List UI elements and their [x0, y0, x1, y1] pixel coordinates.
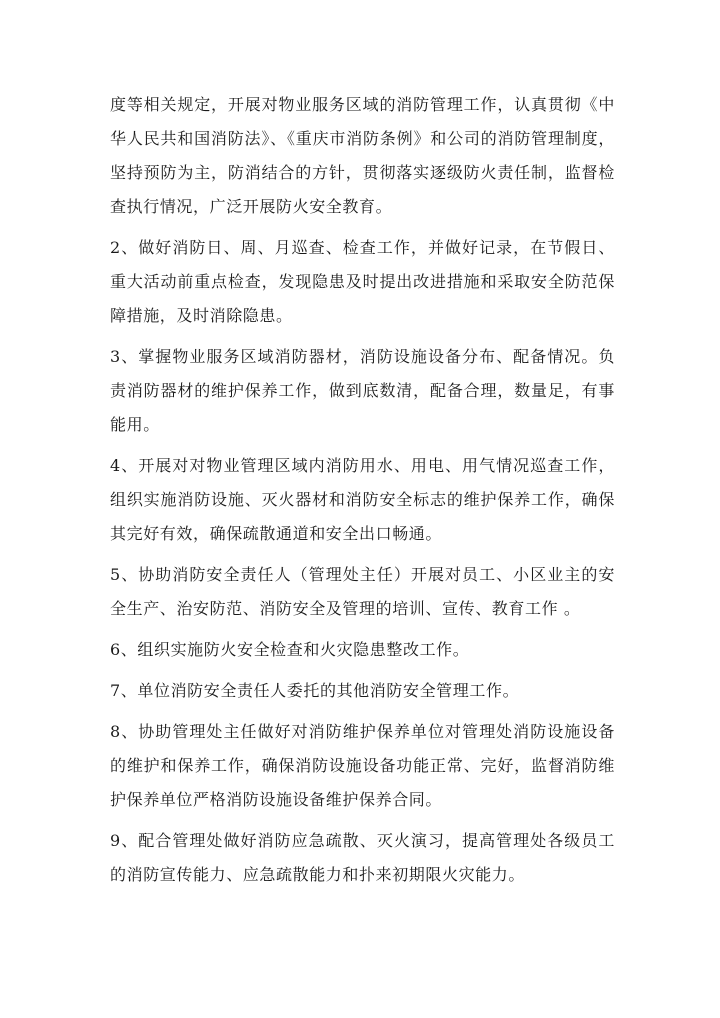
paragraph-item-9: 9、配合管理处做好消防应急疏散、灭火演习，提高管理处各级员工的消防宣传能力、应急疏散能力和扑来初期限火灾能力。 [110, 831, 615, 884]
paragraph-item-3: 3、掌握物业服务区域消防器材，消防设施设备分布、配备情况。负责消防器材的维护保养工作，做到底数清，配备合理，数量足，有事能用。 [110, 347, 615, 434]
paragraph-item-7: 7、单位消防安全责任人委托的其他消防安全管理工作。 [110, 681, 520, 700]
paragraph-item-6: 6、组织实施防火安全检查和火灾隐患整改工作。 [110, 640, 470, 659]
paragraph-intro: 度等相关规定，开展对物业服务区域的消防管理工作，认真贯彻《中华人民共和国消防法》、《重庆市消防条例》和公司的消防管理制度，坚持预防为主，防消结合的方针，贯彻落实逐级防火责任制，监督检查执行情况，广泛开展防火安全教育。 [110, 95, 615, 216]
paragraph-item-2: 2、做好消防日、周、月巡查、检查工作，并做好记录，在节假日、重大活动前重点检查，发现隐患及时提出改进措施和采取安全防范保障措施，及时消除隐患。 [110, 238, 615, 325]
paragraph-item-4: 4、开展对对物业管理区域内消防用水、用电、用气情况巡查工作，组织实施消防设施、灭火器材和消防安全标志的维护保养工作，确保其完好有效，确保疏散通道和安全出口畅通。 [110, 456, 615, 543]
document-body [110, 88, 615, 899]
paragraph-item-8: 8、协助管理处主任做好对消防维护保养单位对管理处消防设施设备的维护和保养工作，确保消防设施设备功能正常、完好，监督消防维护保养单位严格消防设施设备维护保养合同。 [110, 722, 615, 809]
paragraph-item-5: 5、协助消防安全责任人（管理处主任）开展对员工、小区业主的安全生产、治安防范、消防安全及管理的培训、宣传、教育工作 。 [110, 565, 615, 618]
